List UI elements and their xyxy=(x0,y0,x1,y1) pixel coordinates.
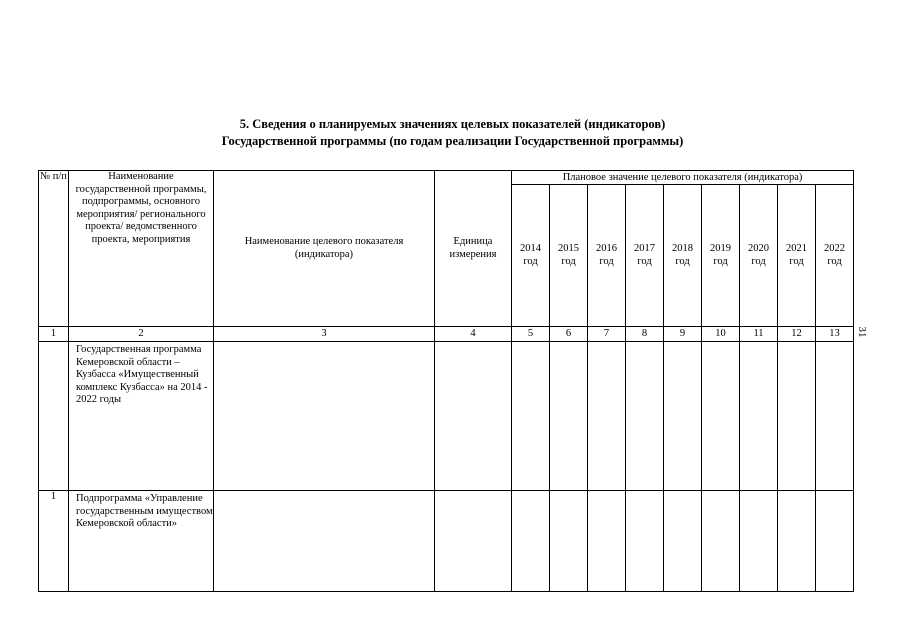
empty-cell xyxy=(740,491,778,592)
empty-cell xyxy=(702,491,740,592)
column-number: 3 xyxy=(214,327,435,342)
row-num: 1 xyxy=(39,491,69,592)
column-number: 11 xyxy=(740,327,778,342)
column-number: 6 xyxy=(550,327,588,342)
header-year-2014: 2014 год xyxy=(512,185,550,327)
table-row xyxy=(39,342,854,491)
empty-cell xyxy=(214,342,435,491)
empty-cell xyxy=(664,491,702,592)
header-year-2018: 2018 год xyxy=(664,185,702,327)
empty-cell xyxy=(214,491,435,592)
title-line-2: Государственной программы (по годам реализации Государственной программы) xyxy=(221,134,684,148)
empty-cell xyxy=(816,491,854,592)
empty-cell xyxy=(740,342,778,491)
row-program-name: Подпрограмма «Управление государственным имуществом Кемеровской области» xyxy=(69,491,214,592)
empty-cell xyxy=(512,491,550,592)
page-number: 31 xyxy=(856,326,868,338)
column-number: 12 xyxy=(778,327,816,342)
title-line-1: 5. Сведения о планируемых значениях целевых показателей (индикаторов) xyxy=(239,117,666,131)
column-number: 8 xyxy=(626,327,664,342)
header-year-2021: 2021 год xyxy=(778,185,816,327)
empty-cell xyxy=(435,342,512,491)
empty-cell xyxy=(435,491,512,592)
header-program-name: Наименование государственной программы, подпрограммы, основного мероприятия/ регионального проекта/ ведомственного проекта, мероприятия xyxy=(69,171,214,327)
empty-cell xyxy=(512,342,550,491)
column-number: 9 xyxy=(664,327,702,342)
column-number-row xyxy=(39,327,854,342)
column-number: 7 xyxy=(588,327,626,342)
column-number: 13 xyxy=(816,327,854,342)
empty-cell xyxy=(626,491,664,592)
header-year-2017: 2017 год xyxy=(626,185,664,327)
empty-cell xyxy=(702,342,740,491)
column-number: 10 xyxy=(702,327,740,342)
header-year-2015: 2015 год xyxy=(550,185,588,327)
empty-cell xyxy=(588,491,626,592)
empty-cell xyxy=(778,342,816,491)
header-year-2019: 2019 год xyxy=(702,185,740,327)
header-year-2020: 2020 год xyxy=(740,185,778,327)
column-number: 1 xyxy=(39,327,69,342)
empty-cell xyxy=(626,342,664,491)
column-number: 5 xyxy=(512,327,550,342)
empty-cell xyxy=(778,491,816,592)
empty-cell xyxy=(588,342,626,491)
header-row-1 xyxy=(39,171,854,185)
header-num: № п/п xyxy=(39,171,69,327)
document-title xyxy=(0,116,905,150)
empty-cell xyxy=(816,342,854,491)
indicators-table xyxy=(38,170,854,592)
header-year-2016: 2016 год xyxy=(588,185,626,327)
header-year-2022: 2022 год xyxy=(816,185,854,327)
column-number: 4 xyxy=(435,327,512,342)
header-unit: Единица измерения xyxy=(435,171,512,327)
empty-cell xyxy=(664,342,702,491)
empty-cell xyxy=(550,342,588,491)
table-row xyxy=(39,491,854,592)
header-plan-group: Плановое значение целевого показателя (индикатора) xyxy=(512,171,854,185)
column-number: 2 xyxy=(69,327,214,342)
header-indicator-name: Наименование целевого показателя (индикатора) xyxy=(214,171,435,327)
empty-cell xyxy=(550,491,588,592)
row-program-name: Государственная программа Кемеровской области – Кузбасса «Имущественный комплекс Кузбасса» на 2014 - 2022 годы xyxy=(69,342,214,491)
row-num xyxy=(39,342,69,491)
